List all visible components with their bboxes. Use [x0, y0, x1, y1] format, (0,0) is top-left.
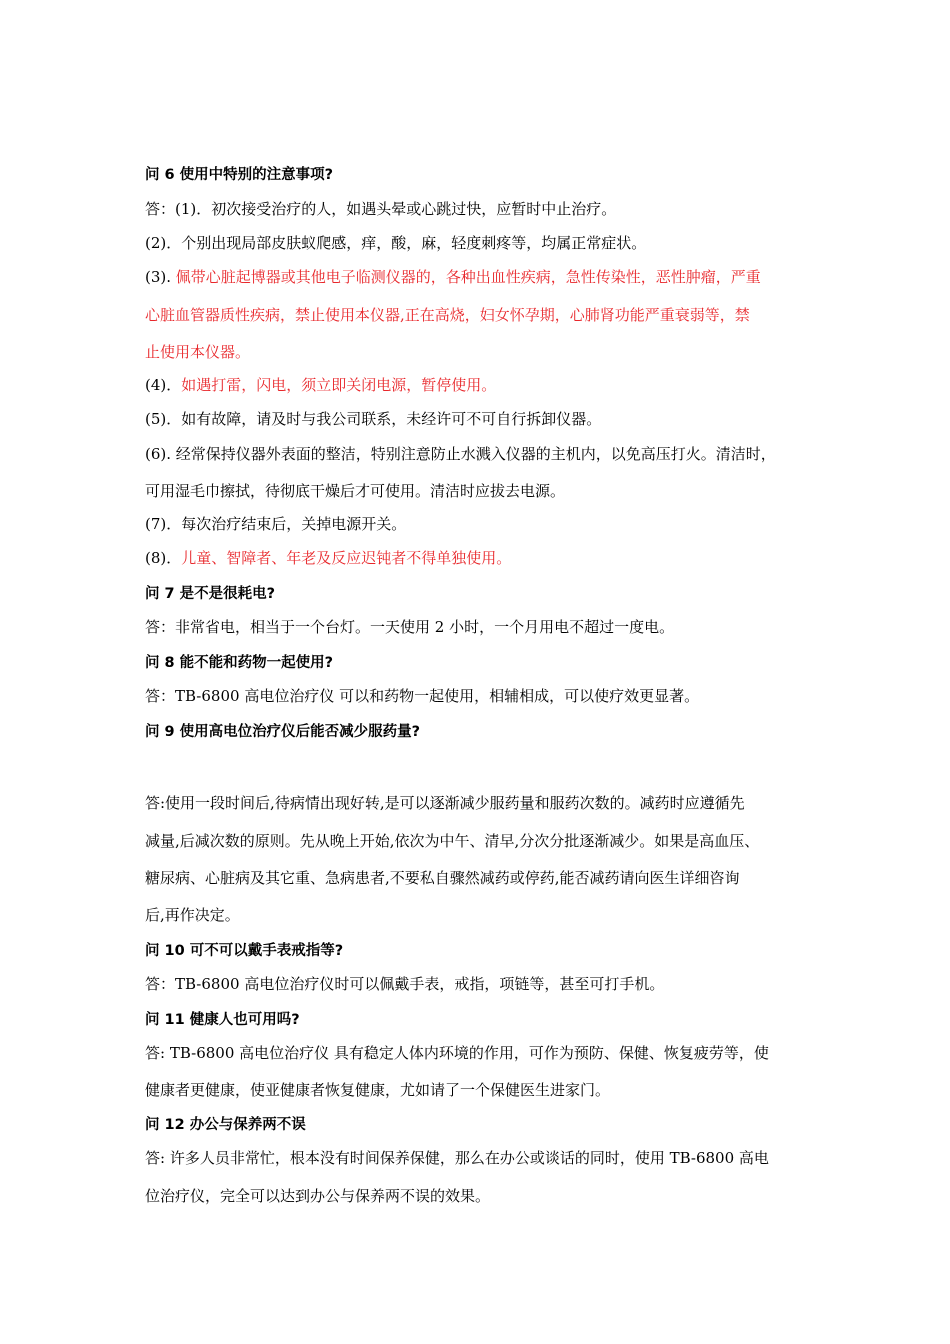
answer-9-line-2: 减量,后减次数的原则。先从晚上开始,依次为中午、清早,分次分批逐渐减少。如果是高血压、	[145, 832, 760, 850]
answer-8: 答：TB-6800 高电位治疗仪 可以和药物一起使用，相辅相成，可以使疗效更显著。	[145, 687, 700, 705]
answer-11-line-1: 答: TB-6800 高电位治疗仪 具有稳定人体内环境的作用，可作为预防、保健、恢复疲劳等，使	[145, 1044, 769, 1062]
answer-6-item-4-warning: 如遇打雷，闪电，须立即关闭电源，暂停使用。	[181, 376, 497, 394]
answer-6-item-8: (8)．儿童、智障者、年老及反应迟钝者不得单独使用。	[145, 549, 512, 567]
question-12-heading: 问 12 办公与保养两不误	[145, 1117, 306, 1133]
answer-6-item-3-line-3: 止使用本仪器。	[145, 343, 251, 361]
answer-6-item-7: (7)．每次治疗结束后，关掉电源开关。	[145, 515, 407, 533]
question-11-heading: 问 11 健康人也可用吗?	[145, 1012, 300, 1028]
question-7-heading: 问 7 是不是很耗电?	[145, 586, 276, 602]
answer-7: 答：非常省电，相当于一个台灯。一天使用 2 小时，一个月用电不超过一度电。	[145, 618, 675, 636]
answer-9-line-4: 后,再作决定。	[145, 906, 240, 924]
answer-11-line-2: 健康者更健康，使亚健康者恢复健康，尤如请了一个保健医生进家门。	[145, 1081, 611, 1099]
answer-10: 答：TB-6800 高电位治疗仪时可以佩戴手表，戒指，项链等，甚至可打手机。	[145, 975, 665, 993]
question-10-heading: 问 10 可不可以戴手表戒指等?	[145, 943, 344, 959]
question-6-heading: 问 6 使用中特别的注意事项?	[145, 167, 334, 183]
answer-12-line-2: 位治疗仪，完全可以达到办公与保养两不误的效果。	[145, 1187, 491, 1205]
question-9-heading: 问 9 使用高电位治疗仪后能否减少服药量?	[145, 724, 421, 740]
question-8-heading: 问 8 能不能和药物一起使用?	[145, 655, 334, 671]
answer-6-item-3-warning: 佩带心脏起博器或其他电子临测仪器的，各种出血性疾病，急性传染性，恶性肿瘤，严重	[171, 268, 761, 286]
answer-6-item-4: (4)．如遇打雷，闪电，须立即关闭电源，暂停使用。	[145, 376, 497, 394]
answer-6-item-3-line-2: 心脏血管器质性疾病，禁止使用本仪器,正在高烧，妇女怀孕期，心肺肾功能严重衰弱等，禁	[145, 306, 750, 324]
answer-12-line-1: 答: 许多人员非常忙，根本没有时间保养保健，那么在办公或谈话的同时，使用 TB-6800 高电	[145, 1149, 769, 1167]
answer-6-item-6-line-1: (6). 经常保持仪器外表面的整洁，特别注意防止水溅入仪器的主机内，以免高压打火。清洁时，	[145, 445, 776, 463]
answer-6-item-1: 答：(1)．初次接受治疗的人，如遇头晕或心跳过快，应暂时中止治疗。	[145, 200, 617, 218]
answer-9-line-3: 糖尿病、心脏病及其它重、急病患者,不要私自骤然减药或停药,能否减药请向医生详细咨询	[145, 869, 740, 887]
answer-6-item-6-line-2: 可用湿毛巾擦拭，待彻底干燥后才可使用。清洁时应拔去电源。	[145, 482, 566, 500]
answer-6-item-8-warning: 儿童、智障者、年老及反应迟钝者不得单独使用。	[181, 549, 512, 567]
answer-9-line-1: 答:使用一段时间后,待病情出现好转,是可以逐渐减少服药量和服药次数的。减药时应遵循先	[145, 794, 745, 812]
answer-6-item-2: (2)．个别出现局部皮肤蚁爬感，痒，酸，麻，轻度刺疼等，均属正常症状。	[145, 234, 647, 252]
answer-6-item-5: (5)．如有故障，请及时与我公司联系，未经许可不可自行拆卸仪器。	[145, 410, 602, 428]
answer-6-item-3-line-1: (3). 佩带心脏起博器或其他电子临测仪器的，各种出血性疾病，急性传染性，恶性肿瘤，严重	[145, 268, 761, 286]
